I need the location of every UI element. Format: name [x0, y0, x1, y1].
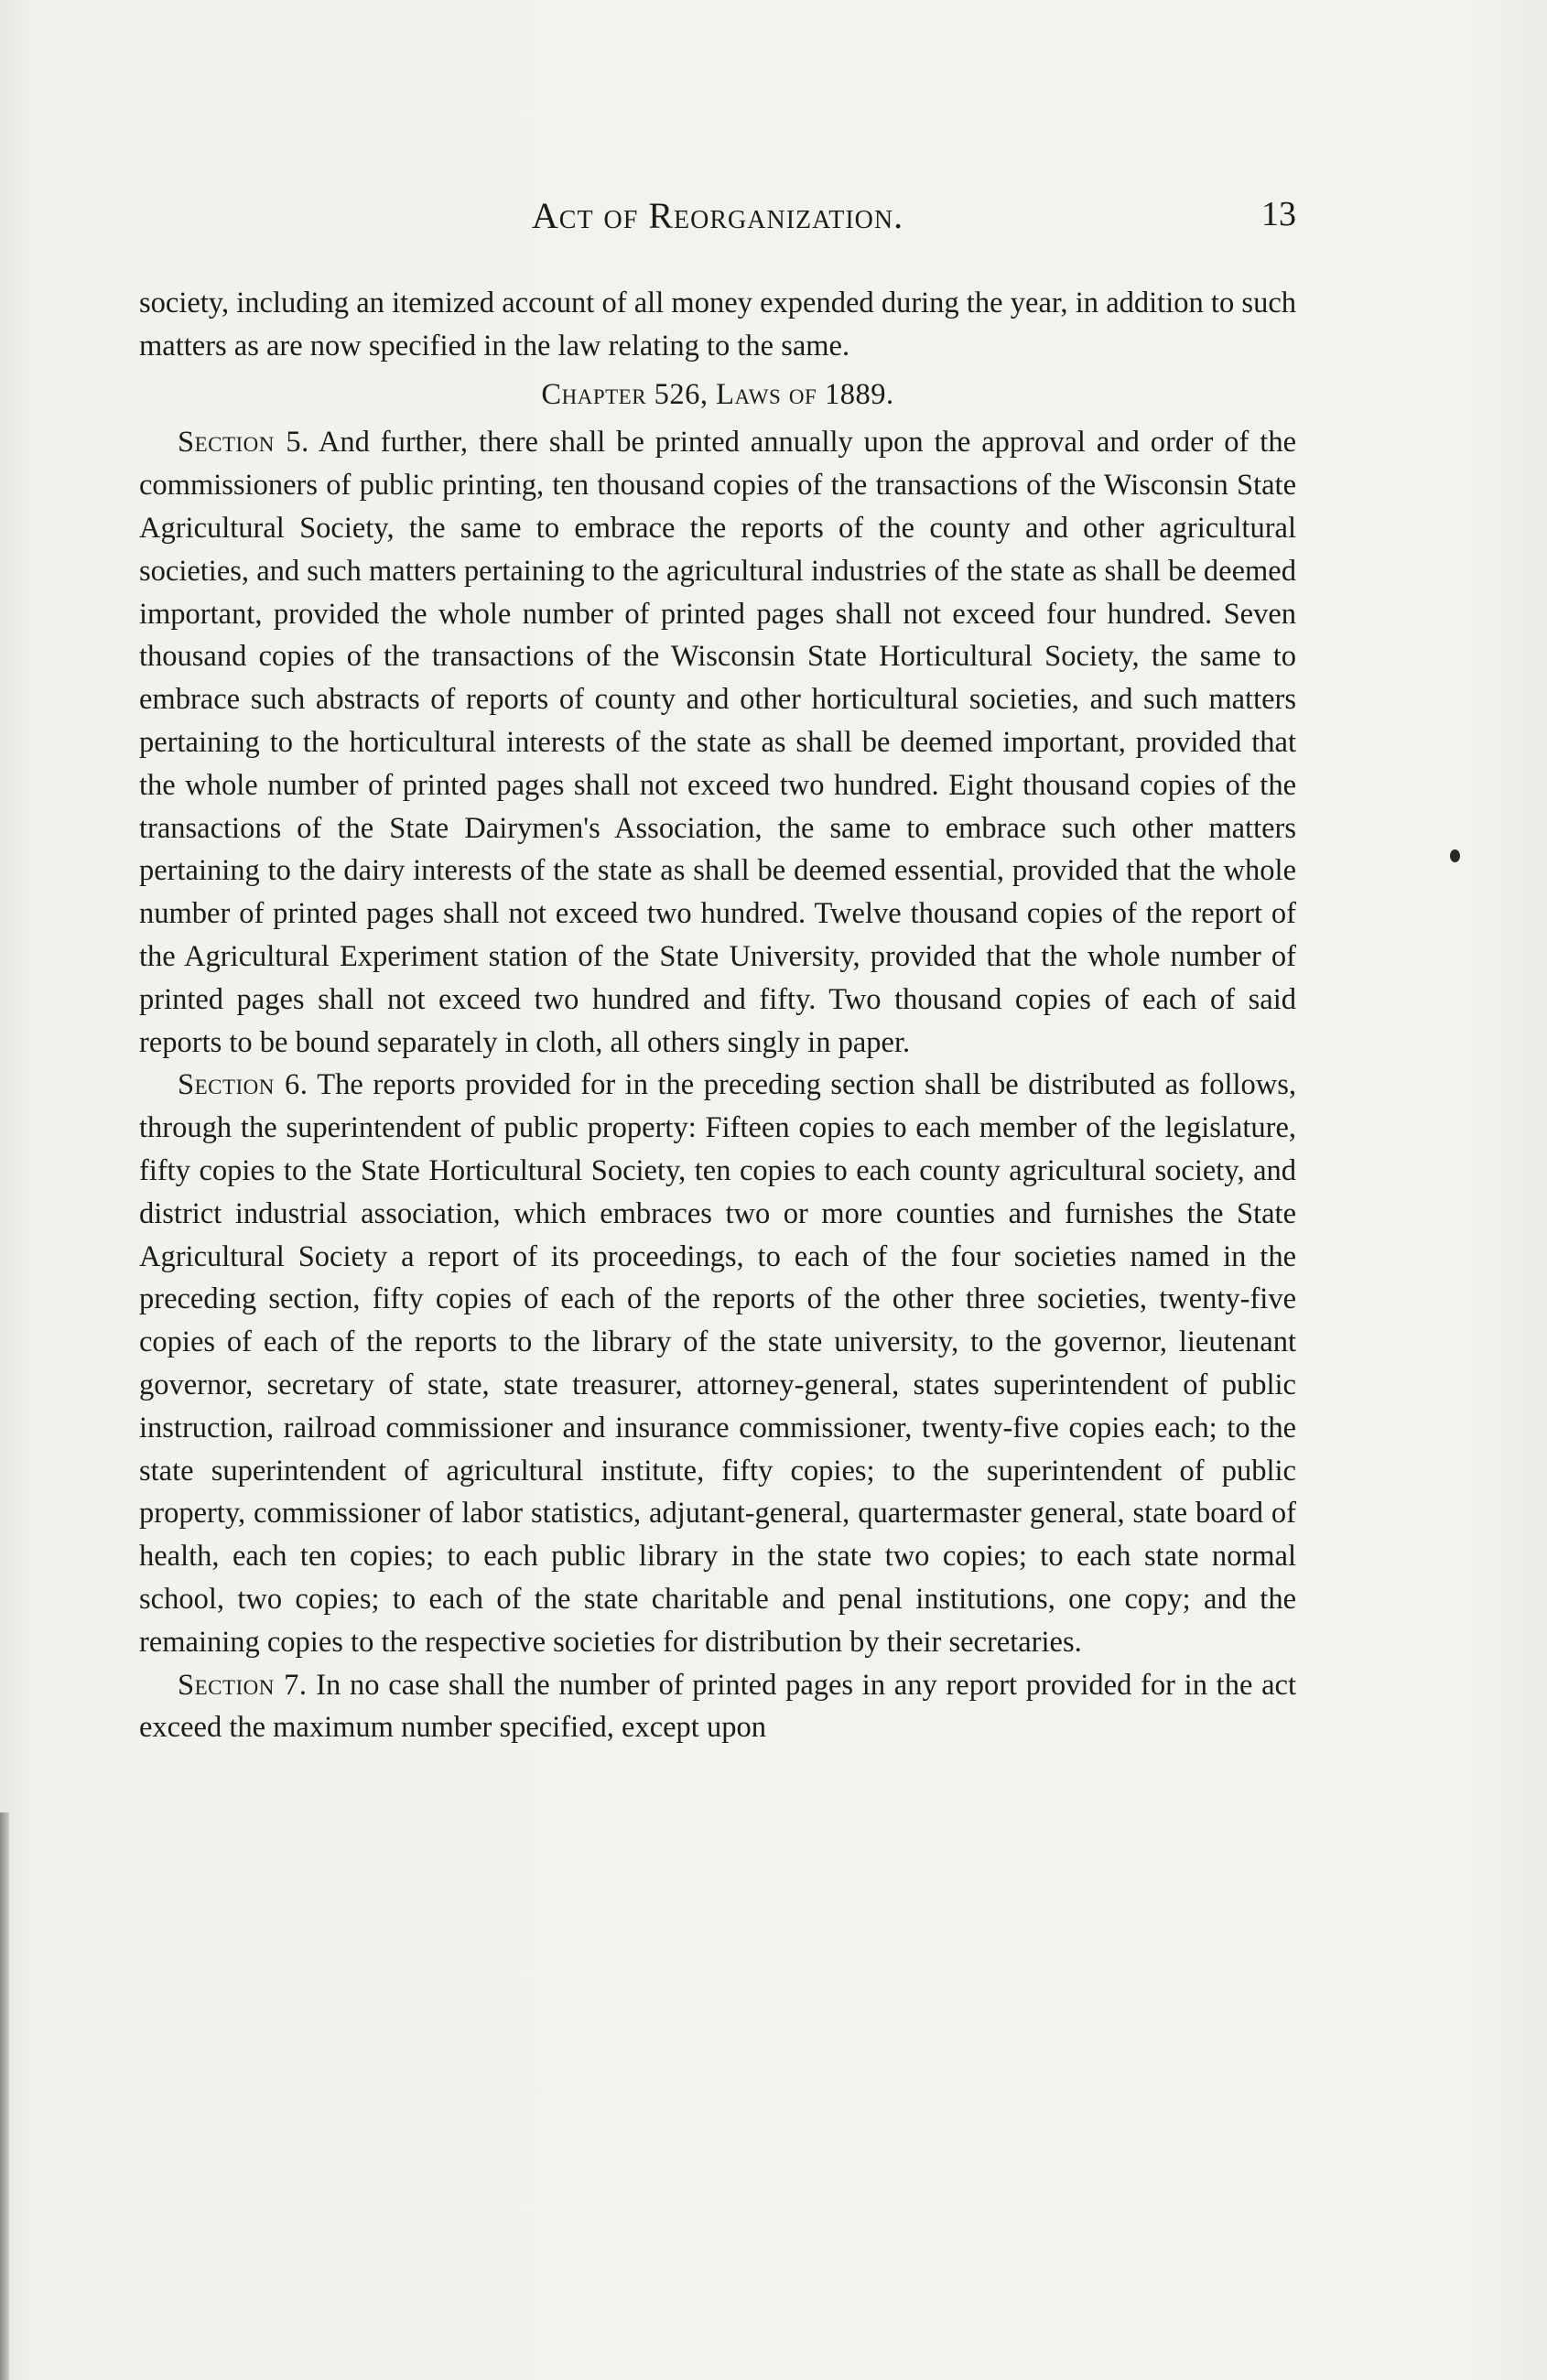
- page-number: 13: [1261, 195, 1296, 233]
- section-5-paragraph: [139, 421, 1296, 1064]
- chapter-heading: Chapter 526, Laws of 1889.: [541, 377, 894, 411]
- section-6-paragraph: [139, 1064, 1296, 1663]
- section-5-label: Section 5.: [178, 426, 309, 460]
- section-6-text: The reports provided for in the preceding section shall be distributed as follows, through the superintendent of public property: Fifteen copies to each member of the legislature, fifty copies to the State Horticultural Society, ten copies to each county agricultural society, and district industrial association, which embraces two or more counties and furnishes the State Agricultural Society a report of its proceedings, to each of the four societies named in the preceding section, fifty copies of each of the reports of the other three societies, twenty-five copies of each of the reports to the library of the state university, to the governor, lieutenant governor, secretary of state, state treasurer, attorney-general, states superintendent of public instruction, railroad commissioner and insurance commissioner, twenty-five copies each; to the state superintendent of agricultural institute, fifty copies; to the superintendent of public property, commissioner of labor statistics, adjutant-general, quartermaster general, state board of health, each ten copies; to each public library in the state two copies; to each state normal school, two copies; to each of the state charitable and penal institutions, one copy; and the remaining copies to the respective societies for distribution by their secretaries.: [139, 1068, 1296, 1659]
- body-text: [139, 282, 1296, 1749]
- section-6-label: Section 6.: [178, 1068, 308, 1102]
- ink-spot: [1450, 849, 1460, 862]
- section-7-paragraph: [139, 1664, 1296, 1750]
- running-title: Act of Reorganization.: [531, 195, 904, 236]
- section-7-label: Section 7.: [178, 1668, 308, 1702]
- section-5-text: And further, there shall be printed annually upon the approval and order of the commissioners of public printing, ten thousand copies of the transactions of the Wisconsin State Agricultural Society, the same to embrace the reports of the county and other agricultural societies, and such matters pertaining to the agricultural industries of the state as shall be deemed important, provided the whole number of printed pages shall not exceed four hundred. Seven thousand copies of the transactions of the Wisconsin State Horticultural Society, the same to embrace such abstracts of reports of county and other horticultural societies, and such matters pertaining to the horticultural interests of the state as shall be deemed important, provided that the whole number of printed pages shall not exceed two hundred. Eight thousand copies of the transactions of the State Dairymen's Association, the same to embrace such other matters pertaining to the dairy interests of the state as shall be deemed essential, provided that the whole number of printed pages shall not exceed two hundred. Twelve thousand copies of the report of the Agricultural Experiment station of the State University, provided that the whole number of printed pages shall not exceed two hundred and fifty. Two thousand copies of each of said reports to be bound separately in cloth, all others singly in paper.: [139, 426, 1296, 1059]
- continuation-paragraph: society, including an itemized account of all money expended during the year, in addition to such matters as are now specified in the law relating to the same.: [139, 287, 1296, 362]
- page-edge-shadow: [0, 1812, 9, 2380]
- page-header: [139, 194, 1296, 249]
- section-7-text: In no case shall the number of printed pages in any report provided for in the act exceed the maximum number specified, except upon: [139, 1668, 1296, 1745]
